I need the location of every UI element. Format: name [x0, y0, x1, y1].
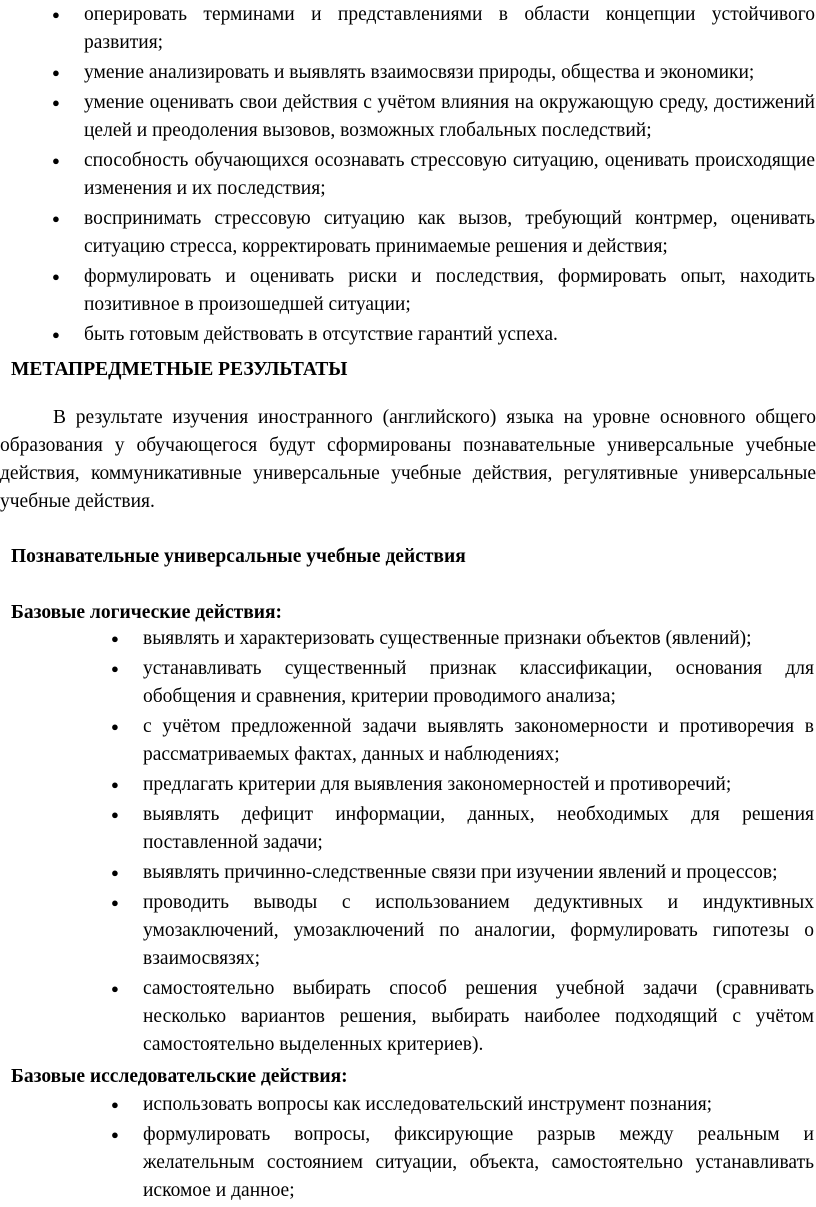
bullet-icon: ●	[111, 1127, 119, 1142]
bullet-icon: ●	[111, 1097, 119, 1112]
bullet-icon: ●	[52, 211, 60, 226]
bullet-icon: ●	[52, 65, 60, 80]
list-item: ● формулировать вопросы, фиксирующие разрыв между реальным и желательным состоянием ситуации, объекта, самостоятельно устанавливать искомое и данное;	[0, 1121, 814, 1205]
bullet-icon: ●	[52, 95, 60, 110]
bullet-icon: ●	[52, 153, 60, 168]
list-item: ● оперировать терминами и представлениями в области концепции устойчивого развития;	[0, 1, 815, 57]
logical-actions-heading: Базовые логические действия:	[11, 602, 283, 623]
list-item: ● самостоятельно выбирать способ решения учебной задачи (сравнивать несколько вариантов решения, выбирать наиболее подходящий с учётом самостоятельно выделенных критериев).	[0, 975, 814, 1059]
bullet-icon: ●	[52, 7, 60, 22]
list-item: ● устанавливать существенный признак классификации, основания для обобщения и сравнения, критерии проводимого анализа;	[0, 655, 814, 711]
list-item: ● способность обучающихся осознавать стрессовую ситуацию, оценивать происходящие изменения и их последствия;	[0, 147, 815, 203]
metasubject-results-heading: МЕТАПРЕДМЕТНЫЕ РЕЗУЛЬТАТЫ	[11, 359, 348, 380]
list-item: ● умение оценивать свои действия с учётом влияния на окружающую среду, достижений целей и преодоления вызовов, возможных глобальных последствий;	[0, 89, 815, 145]
bullet-icon: ●	[111, 777, 119, 792]
bullet-icon: ●	[52, 269, 60, 284]
bullet-icon: ●	[111, 661, 119, 676]
bullet-icon: ●	[111, 895, 119, 910]
list-item: ● выявлять и характеризовать существенные признаки объектов (явлений);	[0, 625, 814, 653]
sustainability-skills-list	[0, 1, 816, 351]
list-item: ● формулировать и оценивать риски и последствия, формировать опыт, находить позитивное в произошедшей ситуации;	[0, 263, 815, 319]
bullet-icon: ●	[111, 865, 119, 880]
bullet-icon: ●	[111, 631, 119, 646]
list-item: ● воспринимать стрессовую ситуацию как вызов, требующий контрмер, оценивать ситуацию стресса, корректировать принимаемые решения и действия;	[0, 205, 815, 261]
list-item: ● умение анализировать и выявлять взаимосвязи природы, общества и экономики;	[0, 59, 815, 87]
logical-actions-list	[0, 625, 816, 1061]
research-actions-heading: Базовые исследовательские действия:	[11, 1066, 348, 1087]
list-item: ● выявлять причинно-следственные связи при изучении явлений и процессов;	[0, 859, 814, 887]
list-item: ● быть готовым действовать в отсутствие гарантий успеха.	[0, 321, 815, 349]
list-item: ● использовать вопросы как исследовательский инструмент познания;	[0, 1091, 814, 1119]
cognitive-actions-heading: Познавательные универсальные учебные действия	[11, 546, 466, 567]
bullet-icon: ●	[111, 719, 119, 734]
research-actions-list	[0, 1091, 816, 1207]
bullet-icon: ●	[111, 981, 119, 996]
list-item: ● предлагать критерии для выявления закономерностей и противоречий;	[0, 771, 814, 799]
list-item: ● с учётом предложенной задачи выявлять закономерности и противоречия в рассматриваемых фактах, данных и наблюдениях;	[0, 713, 814, 769]
bullet-icon: ●	[52, 327, 60, 342]
list-item: ● выявлять дефицит информации, данных, необходимых для решения поставленной задачи;	[0, 801, 814, 857]
bullet-icon: ●	[111, 807, 119, 822]
list-item: ● проводить выводы с использованием дедуктивных и индуктивных умозаключений, умозаключений по аналогии, формулировать гипотезы о взаимосвязях;	[0, 889, 814, 973]
intro-paragraph: В результате изучения иностранного (английского) языка на уровне основного общего образования у обучающегося будут сформированы познавательные универсальные учебные действия, коммуникативные универсальные учебные действия, регулятивные универсальные учебные действия.	[0, 407, 816, 512]
